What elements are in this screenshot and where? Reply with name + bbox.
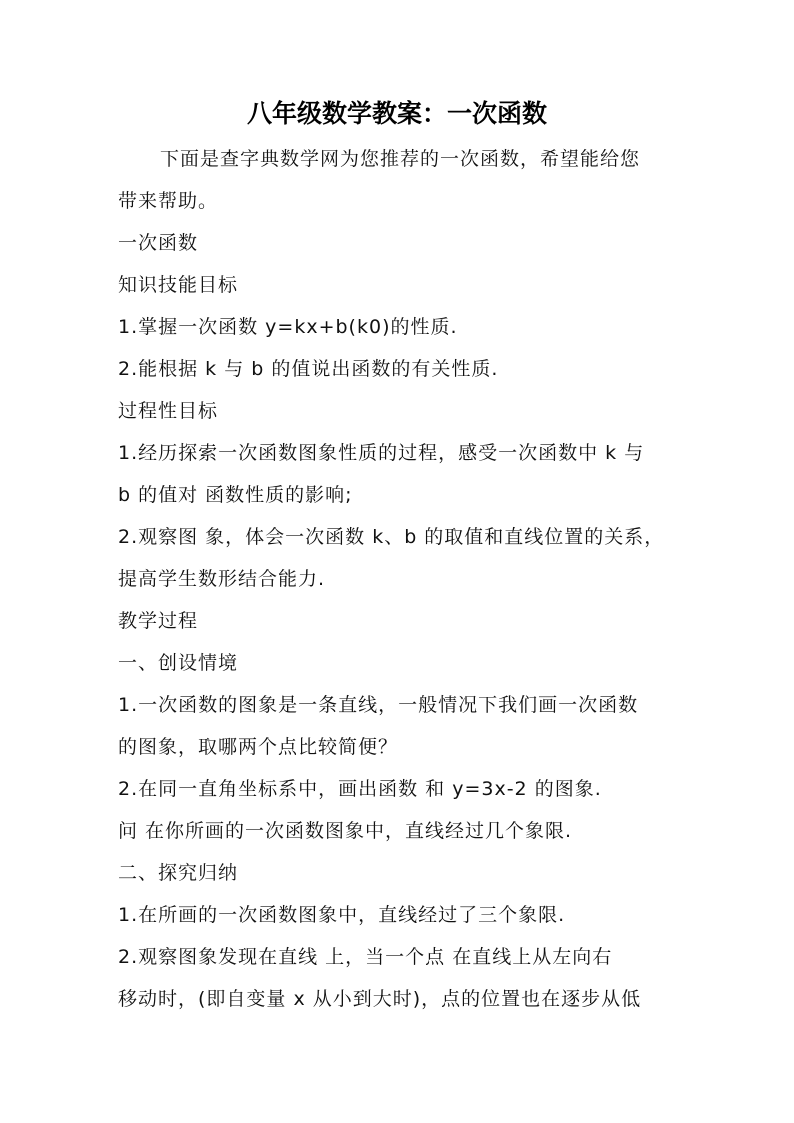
- section-heading: 二、探究归纳: [118, 862, 239, 884]
- section-heading: 知识技能目标: [118, 274, 239, 296]
- paragraph-line: 带来帮助。: [118, 190, 219, 212]
- section-heading: 一次函数: [118, 232, 199, 254]
- paragraph-line: b 的值对 函数性质的影响;: [118, 484, 353, 506]
- paragraph-line: 2.观察图象发现在直线 上，当一个点 在直线上从左向右: [118, 946, 613, 968]
- section-heading: 一、创设情境: [118, 652, 239, 674]
- paragraph-line: 1.掌握一次函数 y=kx+b(k0)的性质.: [118, 316, 458, 338]
- document-title: 八年级数学教案：一次函数: [246, 99, 547, 128]
- section-heading: 教学过程: [118, 610, 199, 632]
- paragraph-line: 2.在同一直角坐标系中，画出函数 和 y=3x-2 的图象.: [118, 778, 602, 800]
- paragraph-line: 1.一次函数的图象是一条直线，一般情况下我们画一次函数: [118, 694, 639, 716]
- paragraph-line: 1.在所画的一次函数图象中，直线经过了三个象限.: [118, 904, 566, 926]
- paragraph-line: 1.经历探索一次函数图象性质的过程，感受一次函数中 k 与: [118, 442, 645, 464]
- paragraph-line: 下面是查字典数学网为您推荐的一次函数，希望能给您: [160, 148, 641, 170]
- paragraph-line: 提高学生数形结合能力.: [118, 568, 326, 590]
- paragraph-line: 2.能根据 k 与 b 的值说出函数的有关性质.: [118, 358, 499, 380]
- paragraph-line: 2.观察图 象，体会一次函数 k、b 的取值和直线位置的关系，: [118, 526, 665, 548]
- paragraph-line: 移动时，(即自变量 x 从小到大时)，点的位置也在逐步从低: [118, 988, 642, 1010]
- paragraph-line: 的图象，取哪两个点比较简便？: [118, 736, 399, 758]
- section-heading: 过程性目标: [118, 400, 219, 422]
- paragraph-line: 问 在你所画的一次函数图象中，直线经过几个象限.: [118, 820, 573, 842]
